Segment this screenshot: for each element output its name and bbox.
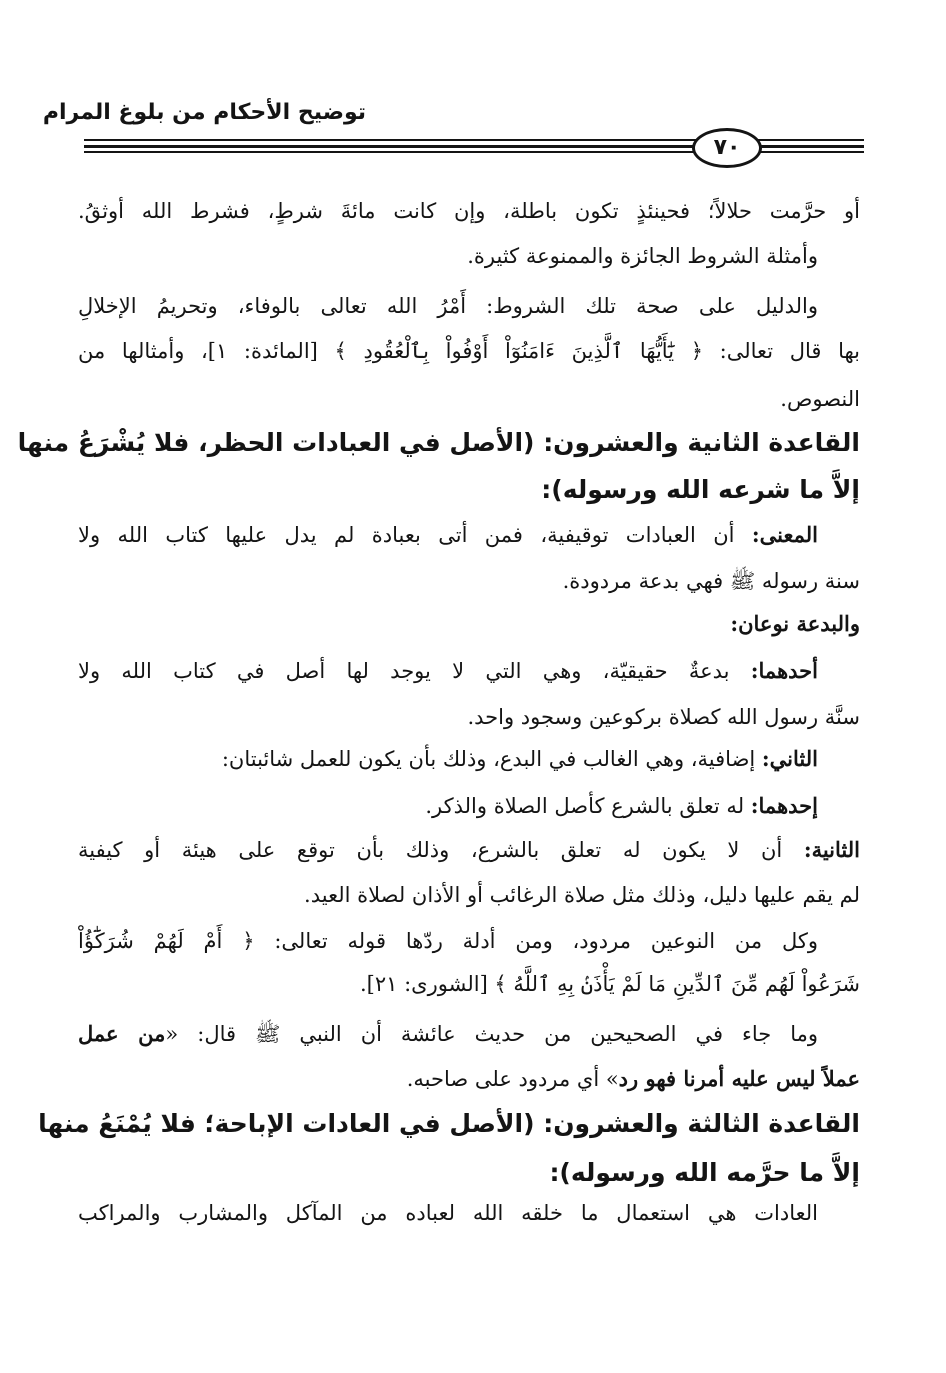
term-label: الثانية: [803,837,860,862]
hadith-text: من عمل [78,1021,166,1046]
page-number: ٧٠ [692,128,762,168]
text-line: الثانية: أن لا يكون له تعلق بالشرع، وذلك بأن توقع على هيئة أو كيفية [78,837,860,862]
text-line: وأمثلة الشروط الجائزة والممنوعة كثيرة. [467,244,818,268]
text-line: سنَّة رسول الله كصلاة بركوعين وسجود واحد. [467,705,860,729]
text-line: وكل من النوعين مردود، ومن أدلة ردّها قوله تعالى: ﴿ أَمْ لَهُمْ شُرَكَٰٓؤُاْ [78,929,818,953]
text-line: والدليل على صحة تلك الشروط: أَمْرُ الله تعالى بالوفاء، وتحريمُ الإخلالِ [78,294,818,318]
text-line: أو حرَّمت حلالاً؛ فحينئذٍ تكون باطلة، وإن كانت مائةَ شرطٍ، فشرط الله أوثقُ. [78,199,860,223]
text-line: عملاً ليس عليه أمرنا فهو رد» أي مردود على صاحبه. [406,1066,860,1091]
term-label: إحدهما: [750,793,818,818]
text-line: أحدهما: بدعةٌ حقيقيّة، وهي التي لا يوجد لها أصل في كتاب الله ولا [78,658,818,683]
quran-verse-line: شَرَعُواْ لَهُم مِّنَ ٱلدِّينِ مَا لَمْ يَأْذَنۢ بِهِ ٱللَّهُ ﴾ [الشورى: ٢١]. [359,972,860,996]
hadith-text: عملاً ليس عليه أمرنا فهو رد [618,1066,860,1091]
text-line: سنة رسوله ﷺ فهي بدعة مردودة. [562,569,860,593]
text-line: النصوص. [780,387,860,411]
rule-heading: القاعدة الثانية والعشرون: (الأصل في العبادات الحظر، فلا يُشْرَعُ منها [17,428,860,457]
rule-heading: القاعدة الثالثة والعشرون: (الأصل في العادات الإباحة؛ فلا يُمْنَعُ منها [38,1109,860,1138]
book-title: توضيح الأحكام من بلوغ المرام [42,100,366,125]
text-line: إحدهما: له تعلق بالشرع كأصل الصلاة والذكر. [425,793,818,818]
text-line: وما جاء في الصحيحين من حديث عائشة أن النبي ﷺ قال: «من عمل [78,1021,818,1046]
text-line: لم يقم عليها دليل، وذلك مثل صلاة الرغائب أو الأذان لصلاة العيد. [304,883,860,907]
term-label: الثاني: [761,746,818,771]
text-line: الثاني: إضافية، وهي الغالب في البدع، وذلك بأن يكون للعمل شائبتان: [221,746,818,771]
text-line: العادات هي استعمال ما خلقه الله لعباده من المآكل والمشارب والمراكب [78,1201,818,1225]
rule-heading: إلاَّ ما شرعه الله ورسوله): [541,475,860,504]
term-label: المعنى: [751,522,818,547]
term-label: أحدهما: [750,658,818,683]
quran-verse-line: بها قال تعالى: ﴿ يَٰٓأَيُّهَا ٱلَّذِينَ ءَامَنُوٓاْ أَوْفُواْ بِٱلْعُقُودِ ﴾ [المائدة: ١]، وأمثالها من [78,339,860,363]
text-line: المعنى: أن العبادات توقيفية، فمن أتى بعبادة لم يدل عليها كتاب الله ولا [78,522,818,547]
subheading: والبدعة نوعان: [730,611,860,636]
rule-heading: إلاَّ ما حرَّمه الله ورسوله): [549,1158,860,1187]
